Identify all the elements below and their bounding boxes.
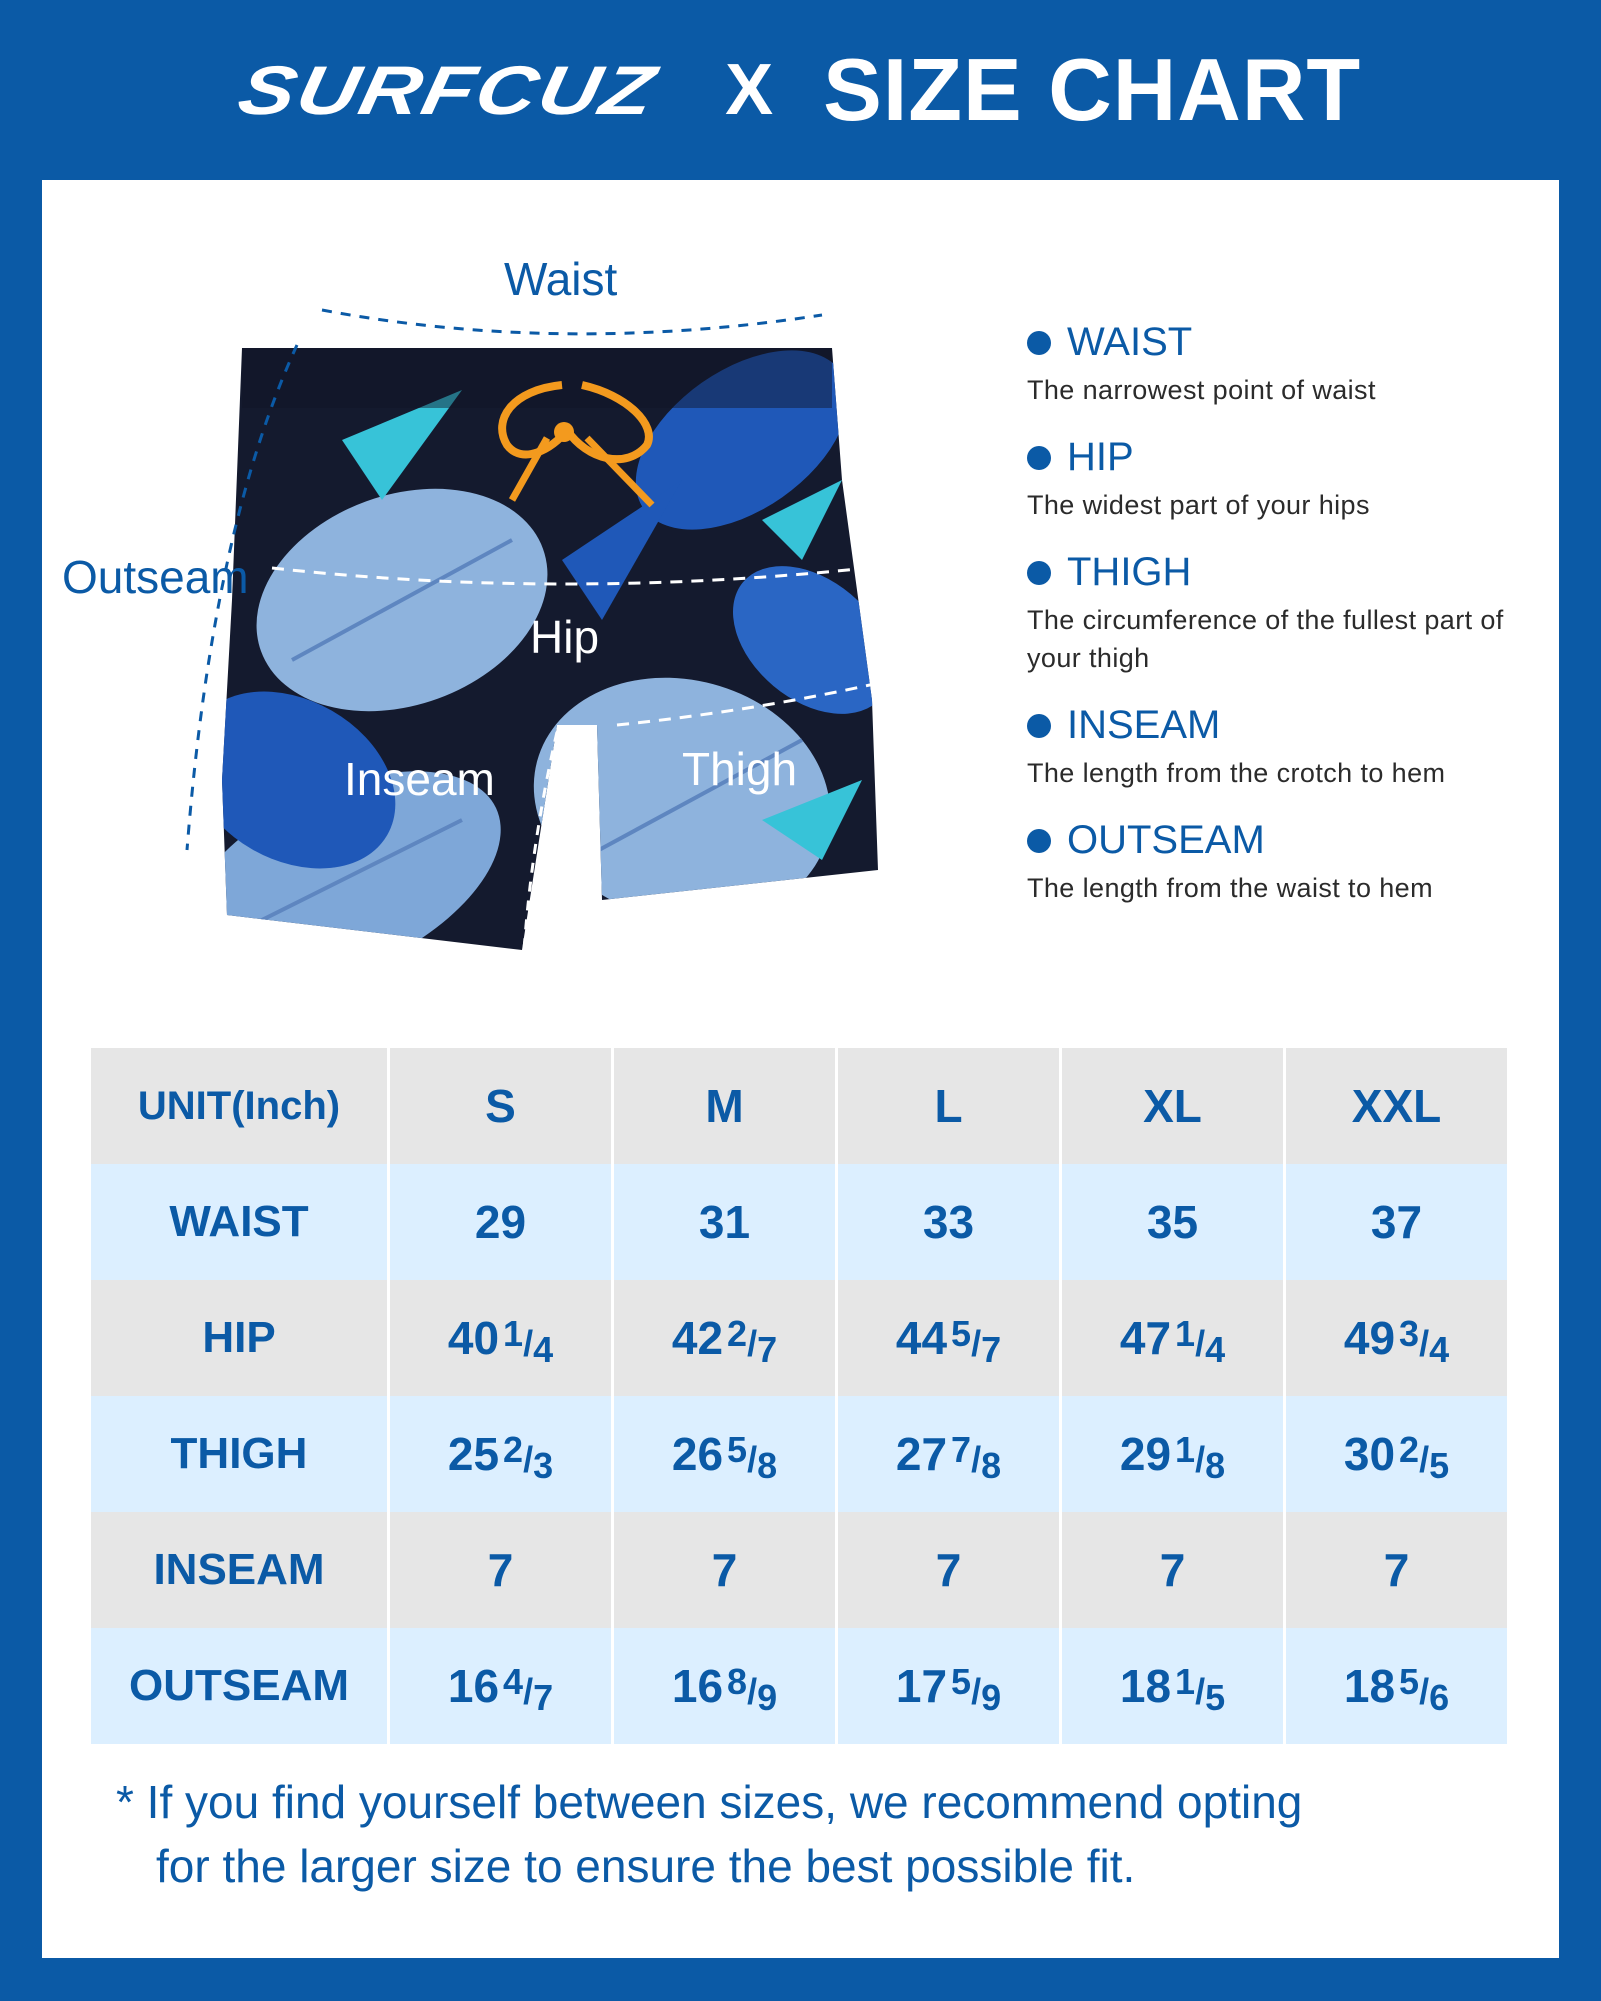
fraction-slash: / [523, 1323, 534, 1364]
legend-label: OUTSEAM [1067, 818, 1265, 862]
table-cell [390, 1512, 611, 1628]
legend-item-inseam [1027, 703, 1547, 792]
table-cell [614, 1280, 835, 1396]
fraction-slash: / [1195, 1671, 1206, 1712]
fraction-slash: / [971, 1439, 982, 1480]
fraction-denominator: 5 [1205, 1677, 1226, 1718]
table-cell [838, 1628, 1059, 1744]
table-header-row [91, 1048, 1507, 1164]
fraction-denominator: 4 [533, 1329, 554, 1370]
table-row [91, 1396, 1507, 1512]
row-label: WAIST [91, 1164, 387, 1280]
cell-whole: 16 [447, 1660, 500, 1712]
header [0, 0, 1601, 180]
hip-label: Hip [530, 611, 600, 663]
table-cell [614, 1628, 835, 1744]
size-table [88, 1048, 1510, 1744]
inseam-label: Inseam [344, 753, 495, 805]
fraction-numerator: 7 [951, 1429, 972, 1470]
cell-fraction [951, 1661, 1002, 1718]
cell-fraction [1399, 1661, 1450, 1718]
unit-header: UNIT(Inch) [91, 1048, 387, 1164]
row-label: HIP [91, 1280, 387, 1396]
fraction-slash: / [747, 1439, 758, 1480]
bullet-icon [1027, 714, 1051, 738]
fraction-denominator: 7 [533, 1677, 554, 1718]
fraction-denominator: 8 [1205, 1445, 1226, 1486]
cell-whole: 7 [1159, 1544, 1186, 1596]
fraction-denominator: 9 [981, 1677, 1002, 1718]
footnote-line: for the larger size to ensure the best possible fit. [156, 1840, 1136, 1892]
fraction-numerator: 2 [727, 1313, 748, 1354]
legend-item-thigh [1027, 550, 1547, 677]
fraction-numerator: 3 [1399, 1313, 1420, 1354]
cell-whole: 29 [474, 1196, 527, 1248]
footnote-line: * If you find yourself between sizes, we recommend opting [116, 1776, 1303, 1828]
legend-label: INSEAM [1067, 703, 1221, 747]
cell-whole: 16 [671, 1660, 724, 1712]
outseam-label: Outseam [62, 551, 249, 603]
table-cell [390, 1164, 611, 1280]
brand-logo: SURFCUZ [231, 51, 664, 129]
table-cell [1286, 1280, 1507, 1396]
table-row [91, 1164, 1507, 1280]
fraction-slash: / [747, 1323, 758, 1364]
size-header: XL [1062, 1048, 1283, 1164]
cell-whole: 29 [1119, 1428, 1172, 1480]
fraction-denominator: 5 [1429, 1445, 1450, 1486]
cell-fraction [1175, 1313, 1226, 1370]
fraction-numerator: 4 [503, 1661, 524, 1702]
cell-fraction [1399, 1429, 1450, 1486]
cell-whole: 17 [895, 1660, 948, 1712]
cell-whole: 44 [895, 1312, 948, 1364]
cell-whole: 18 [1343, 1660, 1396, 1712]
fraction-numerator: 5 [727, 1429, 748, 1470]
legend-item-hip [1027, 435, 1547, 524]
fraction-denominator: 4 [1429, 1329, 1450, 1370]
cell-fraction [1399, 1313, 1450, 1370]
cell-whole: 25 [447, 1428, 500, 1480]
fraction-denominator: 4 [1205, 1329, 1226, 1370]
cell-whole: 7 [487, 1544, 514, 1596]
cell-fraction [503, 1313, 554, 1370]
cell-whole: 27 [895, 1428, 948, 1480]
fraction-numerator: 1 [1175, 1313, 1196, 1354]
fraction-numerator: 1 [1175, 1429, 1196, 1470]
cell-whole: 40 [447, 1312, 500, 1364]
cell-whole: 33 [922, 1196, 975, 1248]
bullet-icon [1027, 446, 1051, 470]
cell-fraction [727, 1661, 778, 1718]
bullet-icon [1027, 561, 1051, 585]
fraction-slash: / [1419, 1439, 1430, 1480]
fraction-numerator: 5 [951, 1661, 972, 1702]
table-cell [1286, 1164, 1507, 1280]
table-cell [390, 1628, 611, 1744]
fraction-numerator: 5 [951, 1313, 972, 1354]
size-header: M [614, 1048, 835, 1164]
legend-description: The circumference of the fullest part of your thigh [1027, 605, 1504, 673]
cell-whole: 31 [698, 1196, 751, 1248]
cell-fraction [503, 1661, 554, 1718]
table-cell [1286, 1396, 1507, 1512]
page-title: SIZE CHART [823, 40, 1362, 139]
legend-item-waist [1027, 320, 1547, 409]
table-cell [614, 1396, 835, 1512]
table-row [91, 1628, 1507, 1744]
content-panel [42, 180, 1559, 1958]
table-row [91, 1512, 1507, 1628]
legend-description: The widest part of your hips [1027, 490, 1370, 520]
cell-fraction [951, 1429, 1002, 1486]
legend-description: The narrowest point of waist [1027, 375, 1376, 405]
table-cell [838, 1396, 1059, 1512]
table-cell [1062, 1164, 1283, 1280]
shorts-illustration [42, 180, 1002, 980]
table-cell [838, 1164, 1059, 1280]
waist-measure-line [322, 310, 822, 334]
row-label: THIGH [91, 1396, 387, 1512]
fraction-slash: / [523, 1671, 534, 1712]
cell-fraction [727, 1429, 778, 1486]
size-header: XXL [1286, 1048, 1507, 1164]
table-cell [390, 1396, 611, 1512]
fraction-slash: / [1419, 1671, 1430, 1712]
bullet-icon [1027, 829, 1051, 853]
legend-label: HIP [1067, 435, 1134, 479]
fraction-slash: / [523, 1439, 534, 1480]
table-cell [838, 1512, 1059, 1628]
legend-description: The length from the waist to hem [1027, 873, 1433, 903]
bullet-icon [1027, 331, 1051, 355]
legend-label: THIGH [1067, 550, 1192, 594]
waist-label: Waist [504, 253, 618, 305]
measurement-legend [1027, 320, 1547, 933]
legend-label: WAIST [1067, 320, 1193, 364]
cell-whole: 47 [1119, 1312, 1172, 1364]
cell-whole: 42 [671, 1312, 724, 1364]
fraction-numerator: 5 [1399, 1661, 1420, 1702]
fraction-numerator: 1 [1175, 1661, 1196, 1702]
fraction-numerator: 8 [727, 1661, 748, 1702]
legend-item-outseam [1027, 818, 1547, 907]
cell-whole: 7 [1383, 1544, 1410, 1596]
table-cell [614, 1164, 835, 1280]
cell-whole: 26 [671, 1428, 724, 1480]
cell-whole: 35 [1146, 1196, 1199, 1248]
thigh-label: Thigh [682, 743, 798, 795]
table-cell [1062, 1280, 1283, 1396]
cell-fraction [727, 1313, 778, 1370]
table-cell [838, 1280, 1059, 1396]
fraction-denominator: 9 [757, 1677, 778, 1718]
fraction-denominator: 3 [533, 1445, 554, 1486]
cell-whole: 7 [711, 1544, 738, 1596]
cell-fraction [951, 1313, 1002, 1370]
fraction-slash: / [971, 1671, 982, 1712]
fraction-numerator: 1 [503, 1313, 524, 1354]
fraction-denominator: 7 [981, 1329, 1002, 1370]
cell-fraction [503, 1429, 554, 1486]
cell-whole: 18 [1119, 1660, 1172, 1712]
cell-whole: 7 [935, 1544, 962, 1596]
cell-fraction [1175, 1429, 1226, 1486]
size-header: S [390, 1048, 611, 1164]
fraction-slash: / [1419, 1323, 1430, 1364]
legend-description: The length from the crotch to hem [1027, 758, 1446, 788]
table-cell [614, 1512, 835, 1628]
table-cell [1062, 1396, 1283, 1512]
fraction-slash: / [747, 1671, 758, 1712]
fraction-slash: / [1195, 1439, 1206, 1480]
fraction-slash: / [1195, 1323, 1206, 1364]
table-cell [390, 1280, 611, 1396]
fraction-denominator: 7 [757, 1329, 778, 1370]
table-cell [1062, 1512, 1283, 1628]
fraction-denominator: 8 [757, 1445, 778, 1486]
fraction-denominator: 6 [1429, 1677, 1450, 1718]
table-row [91, 1280, 1507, 1396]
fraction-slash: / [971, 1323, 982, 1364]
brand-separator: X [725, 50, 774, 130]
row-label: INSEAM [91, 1512, 387, 1628]
cell-whole: 49 [1343, 1312, 1396, 1364]
fraction-numerator: 2 [503, 1429, 524, 1470]
cell-whole: 37 [1370, 1196, 1423, 1248]
cell-whole: 30 [1343, 1428, 1396, 1480]
row-label: OUTSEAM [91, 1628, 387, 1744]
fraction-denominator: 8 [981, 1445, 1002, 1486]
cell-fraction [1175, 1661, 1226, 1718]
table-cell [1286, 1628, 1507, 1744]
fit-footnote [116, 1770, 1516, 1898]
table-cell [1062, 1628, 1283, 1744]
table-cell [1286, 1512, 1507, 1628]
fraction-numerator: 2 [1399, 1429, 1420, 1470]
size-header: L [838, 1048, 1059, 1164]
